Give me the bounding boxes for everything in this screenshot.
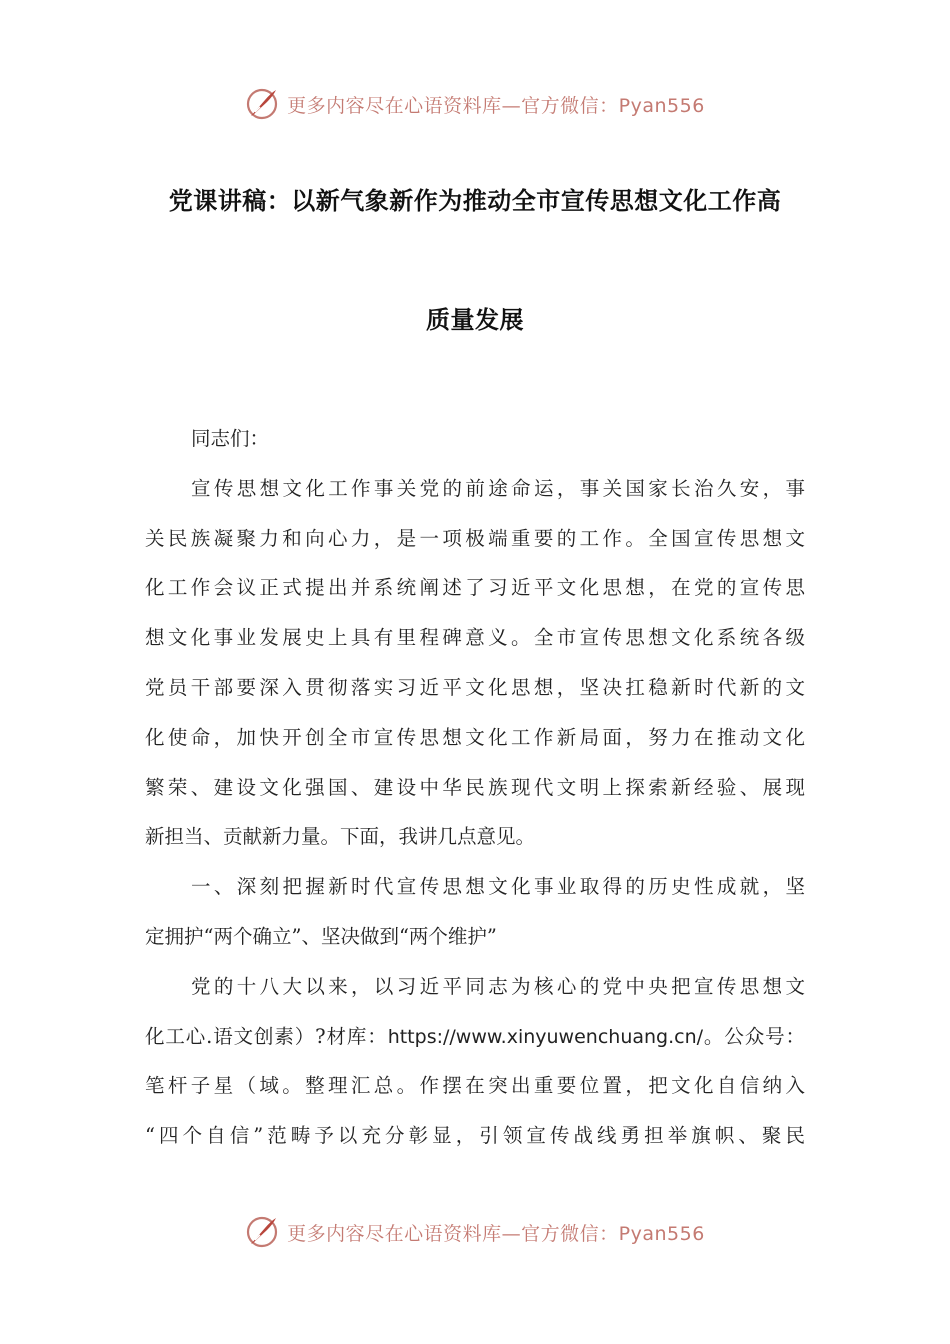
body-line: 化工作会议正式提出并系统阐述了习近平文化思想，在党的宣传思 xyxy=(145,576,805,600)
body-line: 党的十八大以来，以习近平同志为核心的党中央把宣传思想文 xyxy=(191,974,805,998)
watermark-footer xyxy=(0,1212,950,1252)
body-line: 关民族凝聚力和向心力，是一项极端重要的工作。全国宣传思想文 xyxy=(145,526,805,550)
body-line: 化使命，加快开创全市宣传思想文化工作新局面，努力在推动文化 xyxy=(145,725,805,749)
body-line-with-url: 化工心.语文创素）?材库：https://www.xinyuwenchuang.cn/。公众号： xyxy=(145,1024,805,1048)
watermark-text: 更多内容尽在心语资料库—官方微信：Pyan556 xyxy=(287,1222,705,1245)
body-line: 想文化事业发展史上具有里程碑意义。全市宣传思想文化系统各级 xyxy=(145,626,805,650)
document-title-line-1: 党课讲稿：以新气象新作为推动全市宣传思想文化工作高 xyxy=(168,187,782,215)
section-heading-line: 定拥护“两个确立”、坚决做到“两个维护” xyxy=(145,924,497,948)
body-line: 笔杆子星（域。整理汇总。作摆在突出重要位置，把文化自信纳入 xyxy=(145,1074,805,1098)
watermark-header xyxy=(0,84,950,124)
watermark-wechat-id: Pyan556 xyxy=(618,1222,705,1245)
watermark-wechat-id: Pyan556 xyxy=(618,94,705,117)
body-line: “四个自信”范畴予以充分彰显，引领宣传战线勇担举旗帜、聚民 xyxy=(145,1124,805,1148)
quill-logo-icon xyxy=(245,87,279,121)
document-body xyxy=(145,414,805,1161)
body-line: 新担当、贡献新力量。下面，我讲几点意见。 xyxy=(145,825,536,849)
document-title-line-2: 质量发展 xyxy=(426,306,524,334)
body-line: 党员干部要深入贯彻落实习近平文化思想，坚决扛稳新时代新的文 xyxy=(145,675,805,699)
body-line: 繁荣、建设文化强国、建设中华民族现代文明上探索新经验、展现 xyxy=(145,775,805,799)
section-heading-line: 一、深刻把握新时代宣传思想文化事业取得的历史性成就，坚 xyxy=(191,875,805,899)
quill-logo-icon xyxy=(245,1215,279,1249)
website-url: https://www.xinyuwenchuang.cn/ xyxy=(387,1025,704,1048)
body-line: 宣传思想文化工作事关党的前途命运，事关国家长治久安，事 xyxy=(191,476,805,500)
watermark-text: 更多内容尽在心语资料库—官方微信：Pyan556 xyxy=(287,94,705,117)
salutation: 同志们： xyxy=(191,427,270,450)
